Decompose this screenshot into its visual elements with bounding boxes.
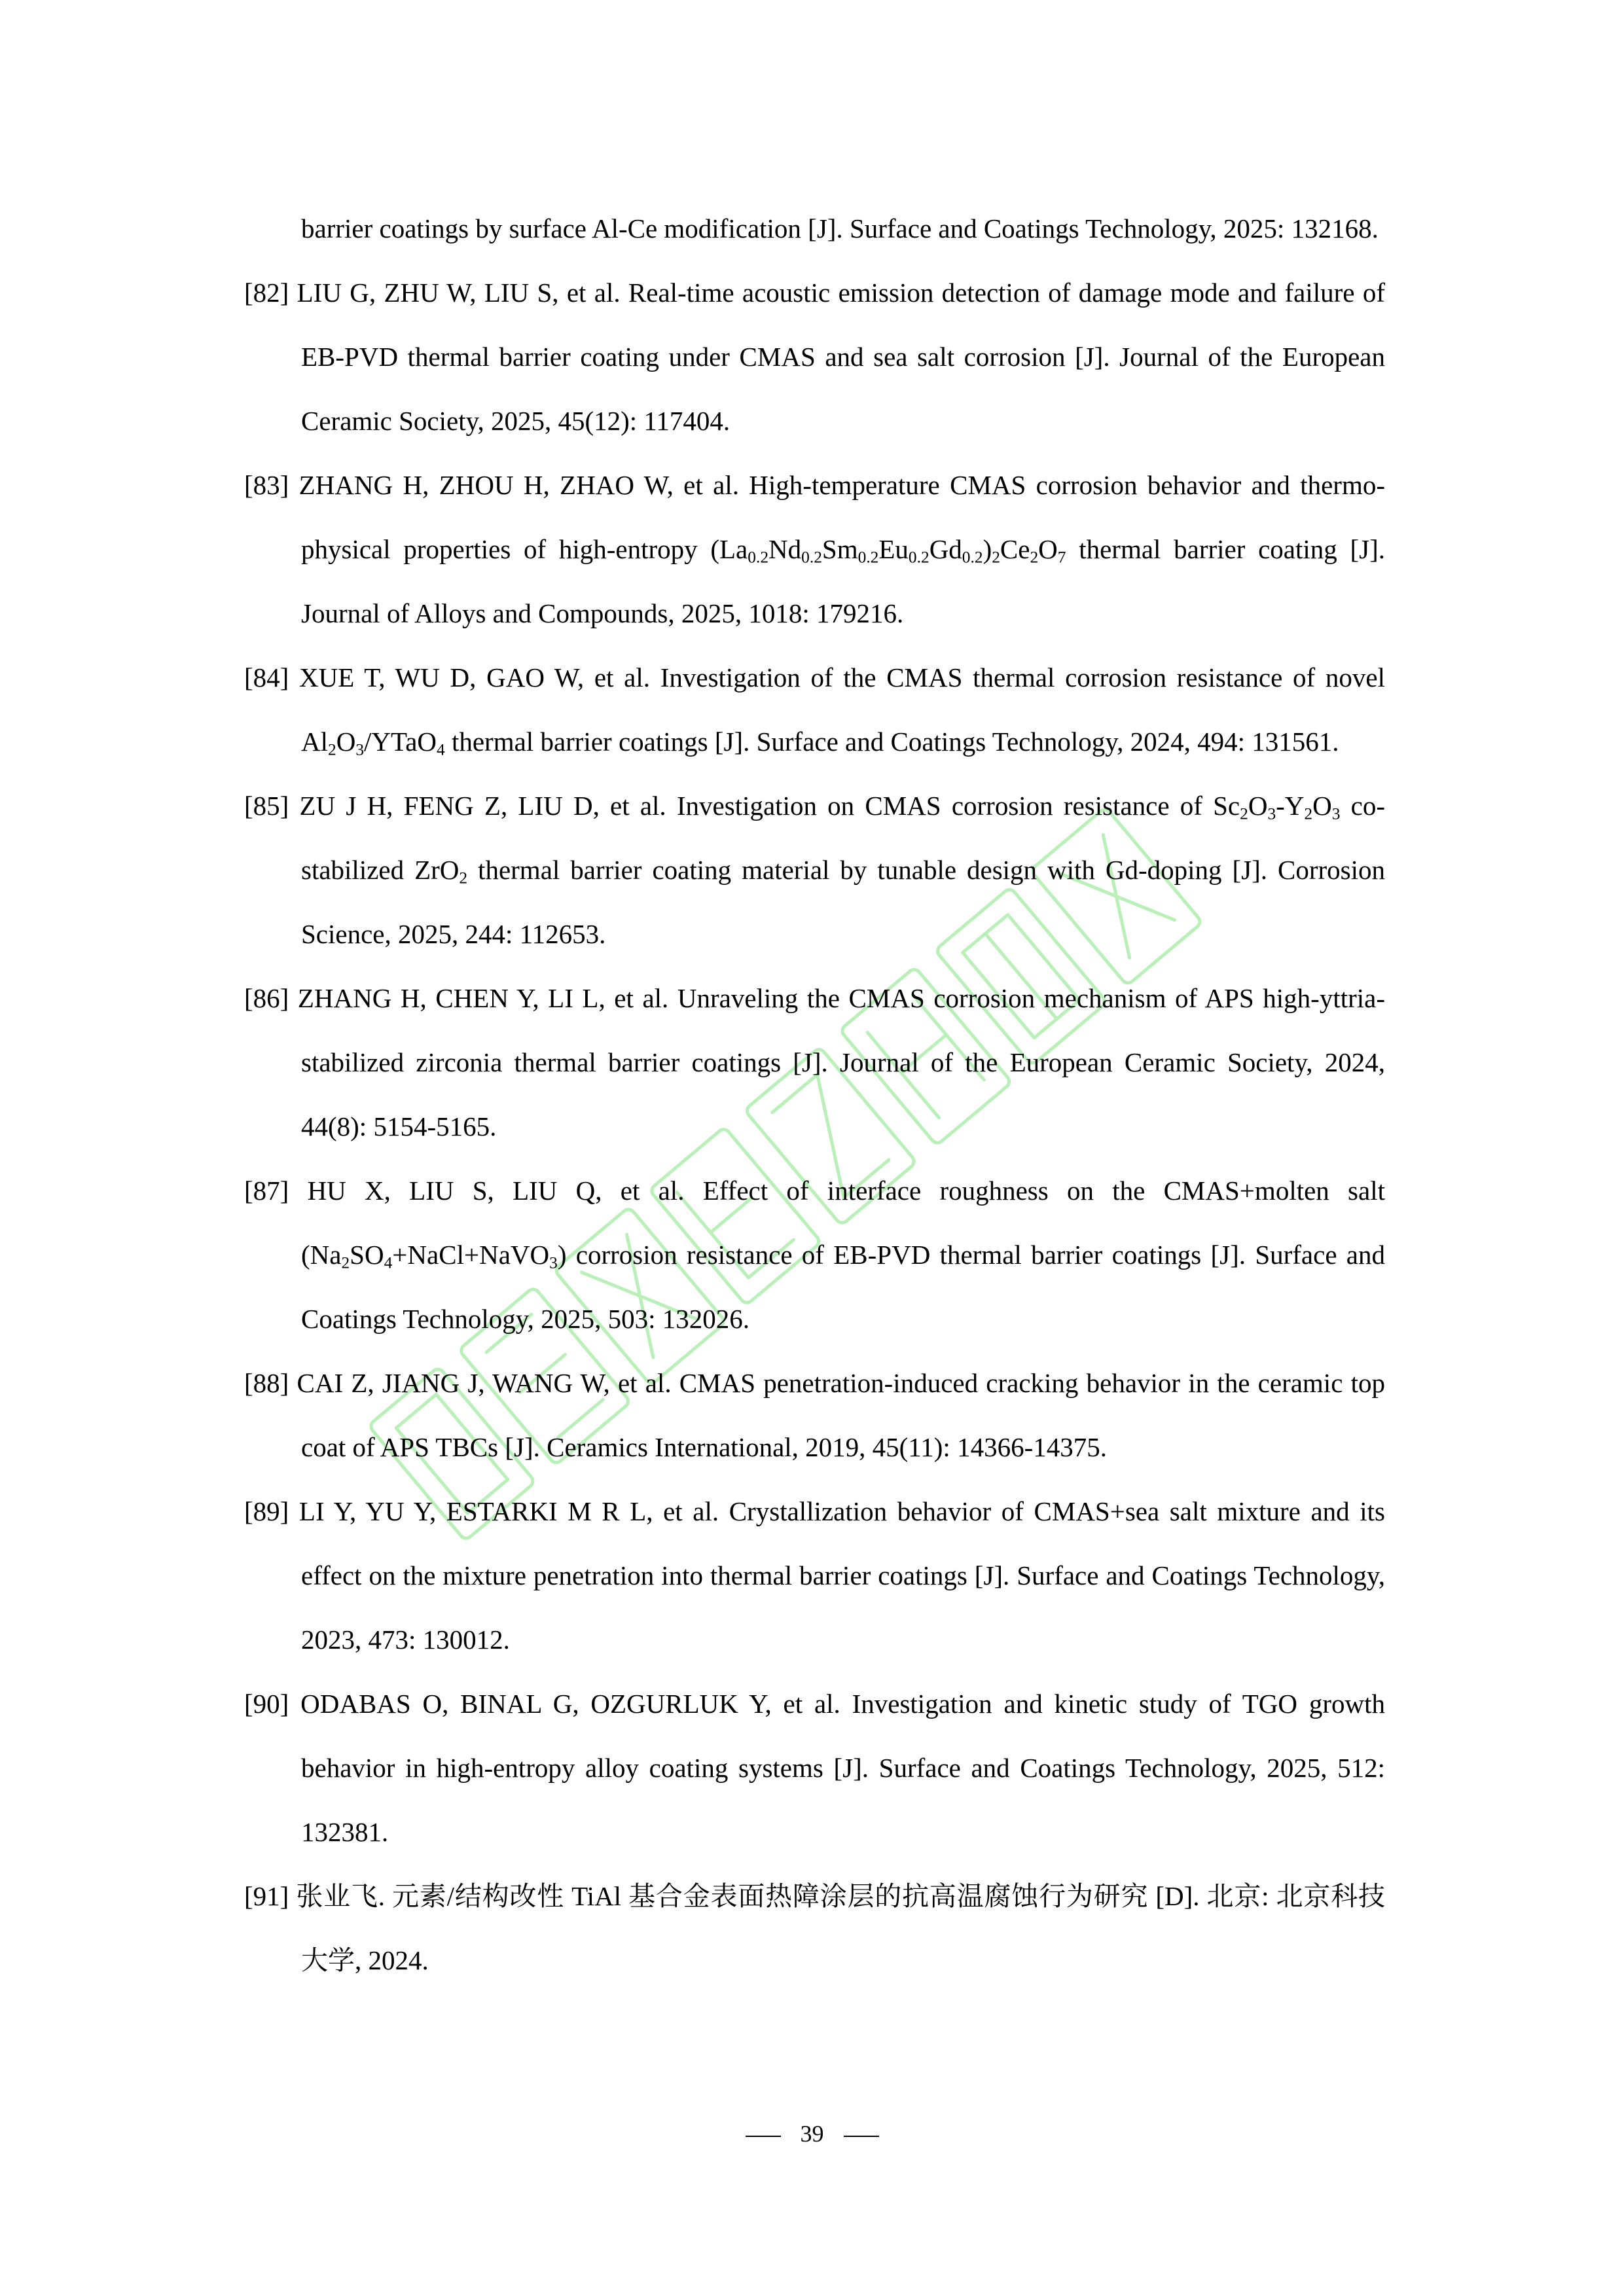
footer-dash-right bbox=[844, 2136, 879, 2137]
reference-item: barrier coatings by surface Al-Ce modification [J]. Surface and Coatings Technology, 2025: 132168. bbox=[301, 213, 1379, 243]
reference-item: [82] LIU G, ZHU W, LIU S, et al. Real-time acoustic emission detection of damage mode and failure of EB-PVD thermal barrier coating under CMAS and sea salt corrosion [J]. Journal of the European Ceramic Society, 2025, 45(12): 117404. bbox=[244, 278, 1385, 436]
footer-dash-left bbox=[746, 2136, 781, 2137]
reference-item: [83] ZHANG H, ZHOU H, ZHAO W, et al. High-temperature CMAS corrosion behavior and thermo-physical properties of high-entropy $(La_{0.2}Nd_{0.2}Sm_{0.2}Eu_{0.2}Gd_{0.2})_2Ce_2O_7$ thermal barrier coating [J]. Journal of Alloys and Compounds, 2025, 1018: 179216. bbox=[244, 470, 1385, 628]
reference-item: [84] XUE T, WU D, GAO W, et al. Investigation of the CMAS thermal corrosion resistance of novel $Al_2O_3/YTaO_4$ thermal barrier coatings [J]. Surface and Coatings Technology, 2024, 494: 131561. bbox=[244, 662, 1385, 759]
reference-item: [88] CAI Z, JIANG J, WANG W, et al. CMAS penetration-induced cracking behavior in the ceramic top coat of APS TBCs [J]. Ceramics International, 2019, 45(11): 14366-14375. bbox=[244, 1368, 1385, 1462]
reference-item: [90] ODABAS O, BINAL G, OZGURLUK Y, et al. Investigation and kinetic study of TGO growth behavior in high-entropy alloy coating systems [J]. Surface and Coatings Technology, 2025, 512: 132381. bbox=[244, 1689, 1385, 1847]
reference-item: [85] ZU J H, FENG Z, LIU D, et al. Investigation on CMAS corrosion resistance of $Sc_2O_3-Y_2O_3$ co-stabilized ZrO$_2$ thermal barrier coating material by tunable design with Gd-doping [J]. Corrosion Science, 2025, 244: 112653. bbox=[244, 791, 1385, 949]
reference-item: [87] HU X, LIU S, LIU Q, et al. Effect of interface roughness on the CMAS+molten salt $(Na_2SO_4+NaCl+NaVO_3)$ corrosion resistance of EB-PVD thermal barrier coatings [J]. Surface and Coatings Technology, 2025, 503: 132026. bbox=[244, 1175, 1385, 1334]
reference-list bbox=[244, 196, 1385, 1992]
page-footer bbox=[0, 2117, 1624, 2150]
reference-item: [91] 张业飞. 元素/结构改性 TiAl 基合金表面热障涂层的抗高温腐蚀行为研究 [D]. 北京: 北京科技大学, 2024. bbox=[244, 1881, 1385, 1975]
page-number: 39 bbox=[800, 2121, 824, 2147]
reference-item: [89] LI Y, YU Y, ESTARKI M R L, et al. Crystallization behavior of CMAS+sea salt mixture and its effect on the mixture penetration into thermal barrier coatings [J]. Surface and Coatings Technology, 2023, 473: 130012. bbox=[244, 1496, 1385, 1655]
reference-item: [86] ZHANG H, CHEN Y, LI L, et al. Unraveling the CMAS corrosion mechanism of APS high-yttria-stabilized zirconia thermal barrier coatings [J]. Journal of the European Ceramic Society, 2024, 44(8): 5154-5165. bbox=[244, 983, 1385, 1141]
